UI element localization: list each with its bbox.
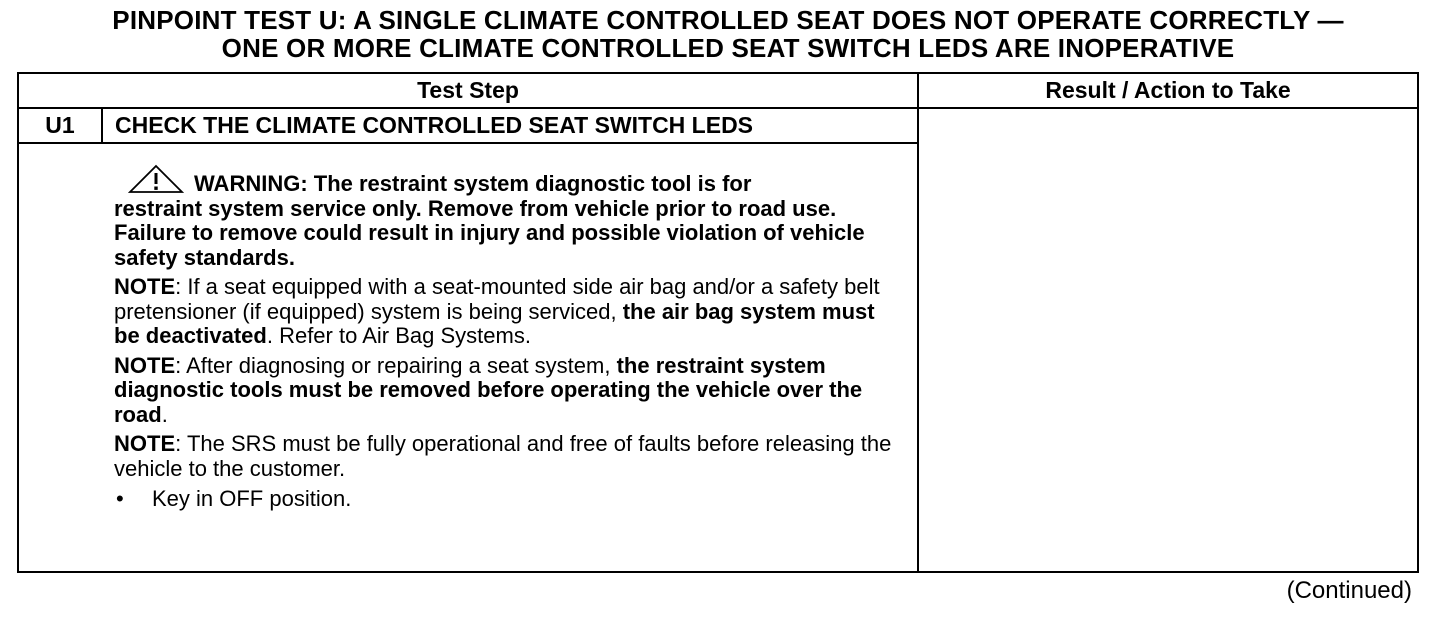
result-action-header: Result / Action to Take <box>918 73 1418 108</box>
continued-label: (Continued) <box>1286 577 1412 604</box>
test-step-header: Test Step <box>18 73 918 108</box>
bullet-symbol: • <box>116 486 124 511</box>
note-1-bold: the air bag system must be deactivated <box>114 298 875 348</box>
pinpoint-test-table <box>17 72 1419 573</box>
warning-line-1: WARNING: The restraint system diagnostic tool is for <box>194 171 752 196</box>
bullet-item <box>114 487 897 512</box>
step-title: CHECK THE CLIMATE CONTROLLED SEAT SWITCH LEDS <box>102 108 918 143</box>
warning-text: restraint system service only. Remove from vehicle prior to road use. Failure to remove could result in injury and possible violation of vehicle safety standards. <box>114 195 865 270</box>
title-line-1: PINPOINT TEST U: A SINGLE CLIMATE CONTROLLED SEAT DOES NOT OPERATE CORRECTLY — <box>112 5 1344 35</box>
warning-triangle-icon <box>128 164 184 194</box>
step-id: U1 <box>18 108 102 143</box>
document-title <box>0 6 1456 62</box>
note-3-text-a: : The SRS must be fully operational and free of faults before releasing the vehicle to the customer. <box>114 431 892 481</box>
warning-block <box>114 164 897 270</box>
table-header-row <box>18 73 1418 108</box>
step-row <box>18 108 1418 143</box>
note-1 <box>114 275 897 349</box>
note-2-text-b: . <box>161 401 168 427</box>
note-1-text-a: : If a seat equipped with a seat-mounted side air bag and/or a safety belt pretensioner (if equipped) system is being serviced, <box>114 274 880 324</box>
note-2-label: NOTE <box>114 352 176 378</box>
note-2-bold: the restraint system diagnostic tools must be removed before operating the vehicle over the road <box>114 352 863 427</box>
title-line-2: ONE OR MORE CLIMATE CONTROLLED SEAT SWITCH LEDS ARE INOPERATIVE <box>221 33 1235 63</box>
note-1-label: NOTE <box>114 274 176 299</box>
note-2-text-a: : After diagnosing or repairing a seat system, <box>175 352 617 378</box>
result-action-cell <box>918 108 1418 572</box>
note-3 <box>114 432 897 481</box>
note-3-label: NOTE <box>114 431 176 456</box>
bullet-text: Key in OFF position. <box>152 486 352 511</box>
note-1-text-b: . Refer to Air Bag Systems. <box>266 323 531 348</box>
step-body-cell <box>18 143 918 572</box>
note-2 <box>114 354 897 428</box>
